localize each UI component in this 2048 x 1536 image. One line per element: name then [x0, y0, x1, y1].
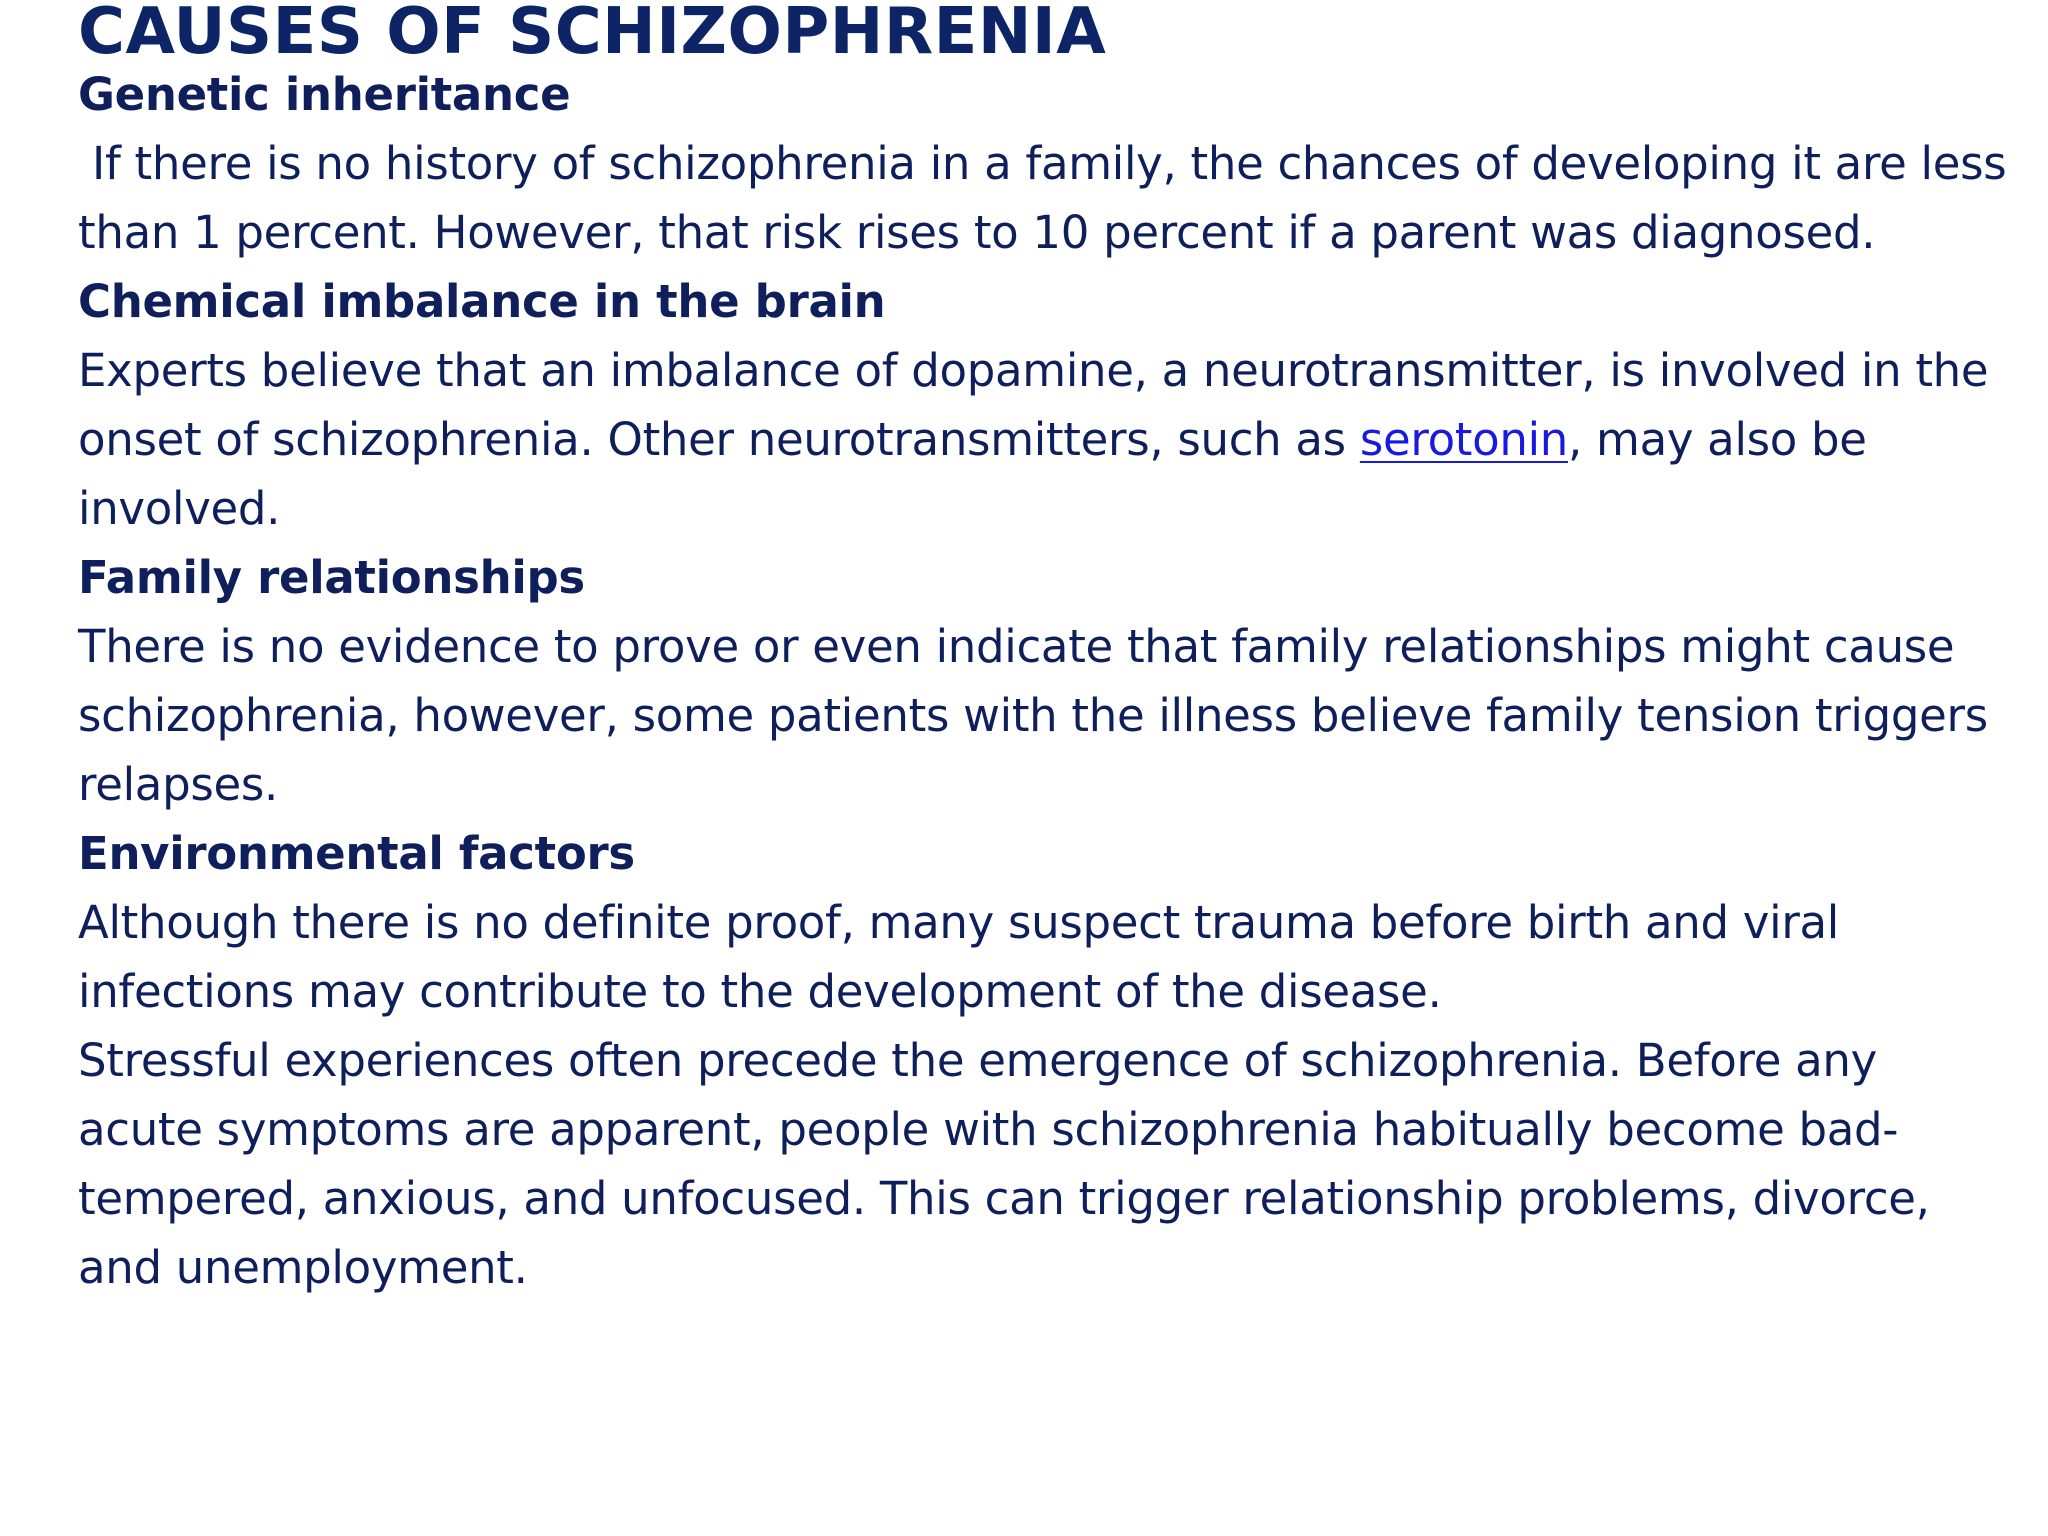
- text-before-link: Experts believe that an imbalance of dopamine, a neurotransmitter, is involved in the onset of schizophrenia. Other neurotransmitters, such as: [78, 344, 1989, 466]
- text-after-link: , may also be involved.: [78, 413, 1867, 535]
- section-text: If there is no history of schizophrenia in a family, the chances of developing it are less than 1 percent. However, that risk rises to 10 percent if a parent was diagnosed.: [78, 137, 2021, 259]
- section-heading: Chemical imbalance in the brain: [78, 275, 886, 328]
- section-chemical-imbalance: [78, 267, 2008, 543]
- slide: [78, 0, 2021, 1302]
- section-heading: Family relationships: [78, 551, 585, 604]
- section-heading: Environmental factors: [78, 827, 635, 880]
- slide-title: CAUSES OF SCHIZOPHRENIA: [78, 0, 1107, 60]
- section-text: There is no evidence to prove or even indicate that family relationships might cause schizophrenia, however, some patients with the illness believe family tension triggers relapses.: [78, 620, 1988, 811]
- section-text: Although there is no definite proof, many suspect trauma before birth and viral infections may contribute to the development of the disease.: [78, 896, 1840, 1018]
- section-text-secondary: Stressful experiences often precede the emergence of schizophrenia. Before any acute symptoms are apparent, people with schizophrenia habitually become bad-tempered, anxious, and unfocused. This can trigger relationship problems, divorce, and unemployment.: [78, 1034, 1930, 1294]
- section-genetic-inheritance: [78, 60, 2021, 267]
- section-heading: Genetic inheritance: [78, 68, 571, 121]
- section-family-relationships: [78, 543, 2008, 819]
- section-environmental-factors: [78, 819, 2008, 1302]
- serotonin-link[interactable]: serotonin: [1359, 413, 1569, 466]
- section-text: [78, 336, 2008, 543]
